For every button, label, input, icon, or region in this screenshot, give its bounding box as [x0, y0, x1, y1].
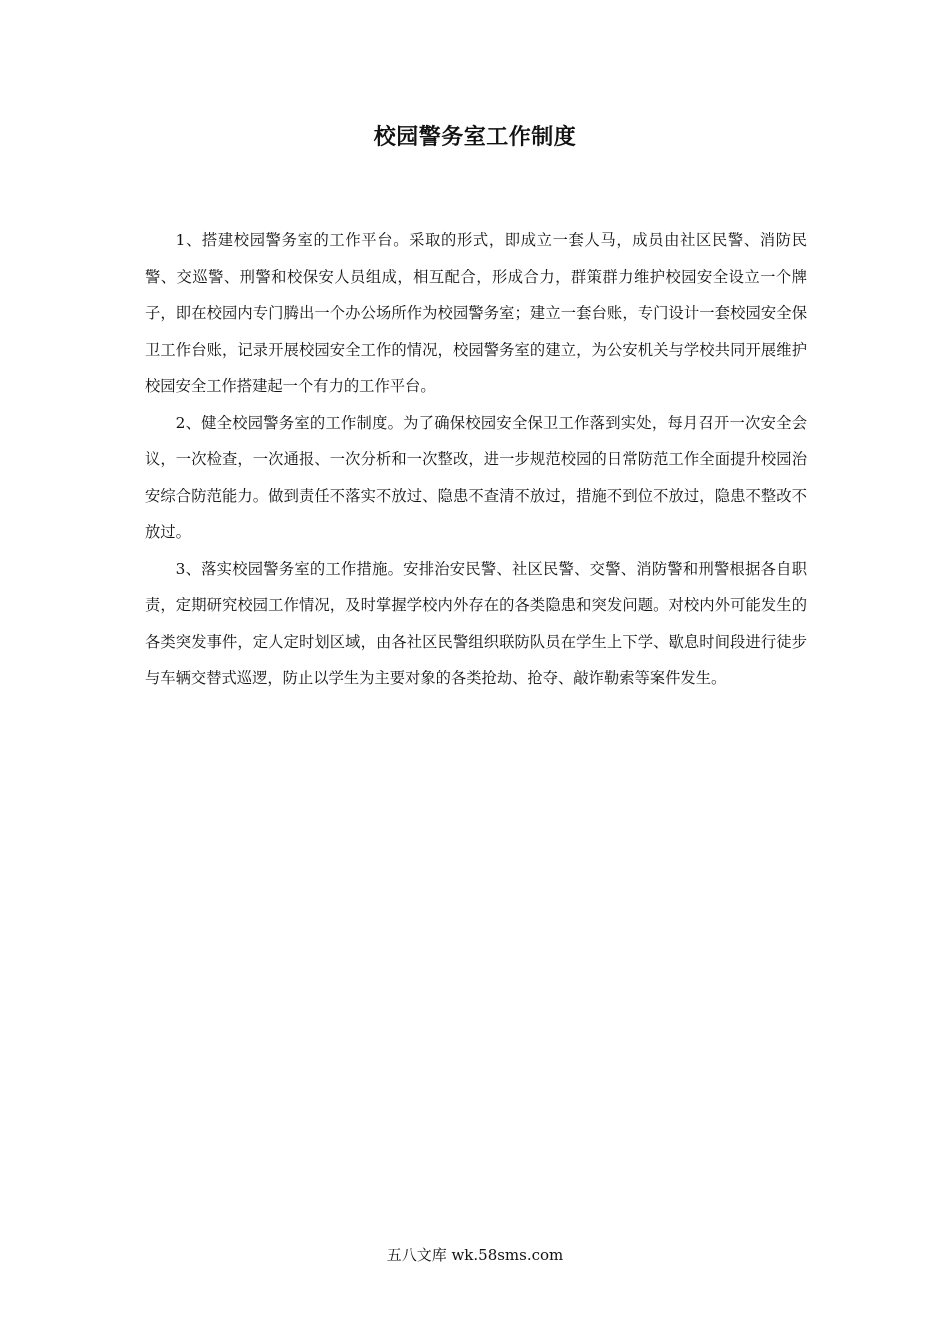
paragraph-3: 3、落实校园警务室的工作措施。安排治安民警、社区民警、交警、消防警和刑警根据各自职责，定期研究校园工作情况，及时掌握学校内外存在的各类隐患和突发问题。对校内外可能发生的各类突发事件，定人定时划区域，由各社区民警组织联防队员在学生上下学、歇息时间段进行徒步与车辆交替式巡逻，防止以学生为主要对象的各类抢劫、抢夺、敲诈勒索等案件发生。: [145, 559, 807, 687]
footer-watermark-text: 五八文库 wk.58sms.com: [386, 1246, 564, 1264]
paragraph-2: 2、健全校园警务室的工作制度。为了确保校园安全保卫工作落到实处，每月召开一次安全会议，一次检查，一次通报、一次分析和一次整改，进一步规范校园的日常防范工作全面提升校园治安综合防范能力。做到责任不落实不放过、隐患不查清不放过，措施不到位不放过，隐患不整改不放过。: [145, 413, 807, 541]
page-title: 校园警务室工作制度: [373, 125, 577, 150]
document-body: [145, 222, 807, 697]
paragraph-1: 1、搭建校园警务室的工作平台。采取的形式，即成立一套人马，成员由社区民警、消防民警、交巡警、刑警和校保安人员组成，相互配合，形成合力，群策群力维护校园安全设立一个牌子，即在校园内专门腾出一个办公场所作为校园警务室；建立一套台账，专门设计一套校园安全保卫工作台账，记录开展校园安全工作的情况，校园警务室的建立，为公安机关与学校共同开展维护校园安全工作搭建起一个有力的工作平台。: [145, 231, 807, 395]
